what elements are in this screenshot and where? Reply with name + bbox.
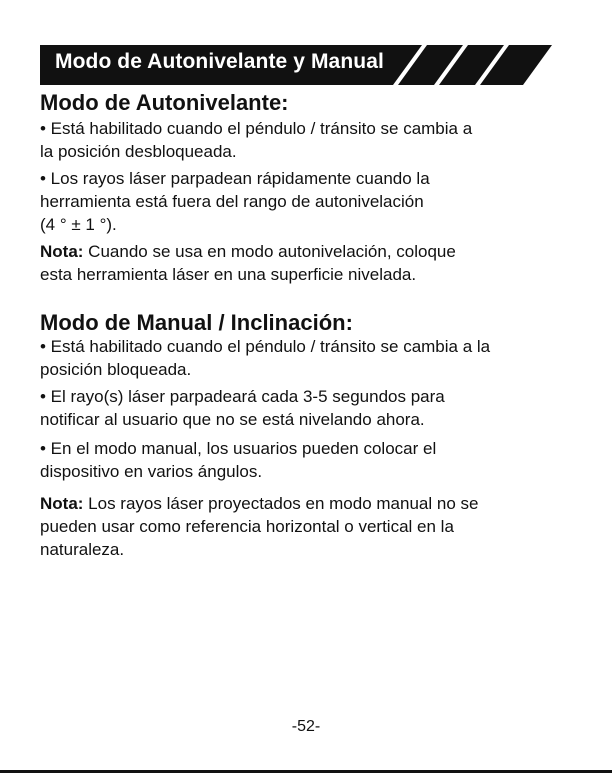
note-text: Cuando se usa en modo autonivelación, coloque [83, 242, 456, 261]
text-line: • Está habilitado cuando el péndulo / tránsito se cambia a [40, 119, 473, 138]
text-line: (4 ° ± 1 °). [40, 215, 117, 234]
text-line: • En el modo manual, los usuarios pueden colocar el [40, 439, 437, 458]
note-autonivelante [40, 240, 580, 286]
text-line: esta herramienta láser en una superficie nivelada. [40, 265, 417, 284]
bottom-divider [0, 770, 612, 773]
section-banner [40, 45, 552, 85]
note-label: Nota: [40, 242, 84, 261]
bullet-manual-1 [40, 335, 580, 381]
note-label: Nota: [40, 494, 84, 513]
text-line [40, 240, 580, 263]
text-line: • Está habilitado cuando el péndulo / tránsito se cambia a la [40, 337, 491, 356]
text-line: la posición desbloqueada. [40, 142, 237, 161]
text-line: naturaleza. [40, 540, 125, 559]
text-line: • Los rayos láser parpadean rápidamente cuando la [40, 169, 430, 188]
banner-title: Modo de Autonivelante y Manual [55, 50, 384, 73]
text-line: • El rayo(s) láser parpadeará cada 3-5 segundos para [40, 387, 445, 406]
bullet-autonivelante-2 [40, 167, 580, 236]
page-number: -52- [291, 718, 321, 735]
bullet-manual-3 [40, 437, 580, 483]
note-manual [40, 492, 580, 561]
bullet-manual-2 [40, 385, 580, 431]
text-line: herramienta está fuera del rango de autonivelación [40, 192, 424, 211]
section-heading-manual: Modo de Manual / Inclinación: [40, 310, 353, 335]
text-line: pueden usar como referencia horizontal o vertical en la [40, 517, 454, 536]
text-line: posición bloqueada. [40, 360, 192, 379]
note-text: Los rayos láser proyectados en modo manual no se [83, 494, 479, 513]
text-line: notificar al usuario que no se está nivelando ahora. [40, 410, 425, 429]
text-line: dispositivo en varios ángulos. [40, 462, 263, 481]
bullet-autonivelante-1 [40, 117, 580, 163]
text-line [40, 492, 580, 515]
section-heading-autonivelante: Modo de Autonivelante: [40, 90, 289, 115]
